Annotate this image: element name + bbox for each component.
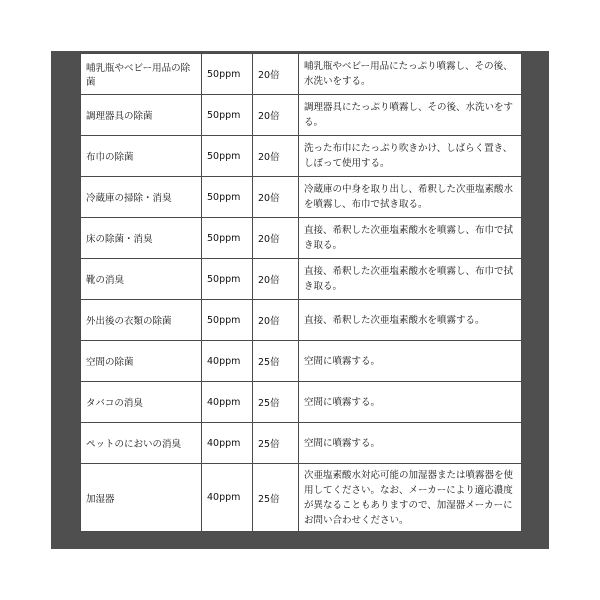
table-row xyxy=(81,95,522,136)
dilution-ratio-cell: 25倍 xyxy=(253,341,299,382)
table-row xyxy=(81,341,522,382)
dilution-ratio-cell: 20倍 xyxy=(253,95,299,136)
concentration-cell: 50ppm xyxy=(202,300,253,341)
method-cell: 空間に噴霧する。 xyxy=(299,423,522,464)
dilution-ratio-cell: 20倍 xyxy=(253,259,299,300)
method-cell: 直接、希釈した次亜塩素酸水を噴霧し、布巾で拭き取る。 xyxy=(299,259,522,300)
usage-cell: 哺乳瓶やベビー用品の除菌 xyxy=(81,54,202,95)
usage-cell: ペットのにおいの消臭 xyxy=(81,423,202,464)
method-cell: 冷蔵庫の中身を取り出し、希釈した次亜塩素酸水を噴霧し、布巾で拭き取る。 xyxy=(299,177,522,218)
method-cell: 洗った布巾にたっぷり吹きかけ、しばらく置き、しぼって使用する。 xyxy=(299,136,522,177)
usage-cell: 靴の消臭 xyxy=(81,259,202,300)
usage-cell: 調理器具の除菌 xyxy=(81,95,202,136)
method-cell: 空間に噴霧する。 xyxy=(299,341,522,382)
concentration-cell: 50ppm xyxy=(202,95,253,136)
usage-cell: タバコの消臭 xyxy=(81,382,202,423)
concentration-cell: 40ppm xyxy=(202,423,253,464)
concentration-cell: 40ppm xyxy=(202,341,253,382)
concentration-cell: 40ppm xyxy=(202,464,253,532)
table-row xyxy=(81,300,522,341)
dilution-ratio-cell: 25倍 xyxy=(253,382,299,423)
dilution-ratio-cell: 20倍 xyxy=(253,300,299,341)
usage-cell: 空間の除菌 xyxy=(81,341,202,382)
concentration-cell: 50ppm xyxy=(202,259,253,300)
table-row xyxy=(81,259,522,300)
method-cell: 直接、希釈した次亜塩素酸水を噴霧し、布巾で拭き取る。 xyxy=(299,218,522,259)
table-row xyxy=(81,218,522,259)
table-row xyxy=(81,382,522,423)
table-row xyxy=(81,177,522,218)
dilution-ratio-cell: 20倍 xyxy=(253,177,299,218)
table-row xyxy=(81,423,522,464)
usage-cell: 冷蔵庫の掃除・消臭 xyxy=(81,177,202,218)
usage-cell: 床の除菌・消臭 xyxy=(81,218,202,259)
concentration-cell: 50ppm xyxy=(202,177,253,218)
table-row xyxy=(81,136,522,177)
usage-cell: 加湿器 xyxy=(81,464,202,532)
method-cell: 直接、希釈した次亜塩素酸水を噴霧する。 xyxy=(299,300,522,341)
dilution-ratio-cell: 20倍 xyxy=(253,54,299,95)
method-cell: 調理器具にたっぷり噴霧し、その後、水洗いをする。 xyxy=(299,95,522,136)
method-cell: 次亜塩素酸水対応可能の加湿器または噴霧器を使用してください。なお、メーカーにより適応濃度が異なることもありますので、加湿器メーカーにお問い合わせください。 xyxy=(299,464,522,532)
table-row xyxy=(81,54,522,95)
method-cell: 哺乳瓶やベビー用品にたっぷり噴霧し、その後、水洗いをする。 xyxy=(299,54,522,95)
usage-cell: 布巾の除菌 xyxy=(81,136,202,177)
dilution-ratio-cell: 25倍 xyxy=(253,423,299,464)
concentration-cell: 50ppm xyxy=(202,54,253,95)
table-row xyxy=(81,464,522,532)
method-cell: 空間に噴霧する。 xyxy=(299,382,522,423)
dilution-usage-table xyxy=(80,53,522,532)
concentration-cell: 40ppm xyxy=(202,382,253,423)
concentration-cell: 50ppm xyxy=(202,136,253,177)
usage-cell: 外出後の衣類の除菌 xyxy=(81,300,202,341)
dilution-ratio-cell: 20倍 xyxy=(253,218,299,259)
concentration-cell: 50ppm xyxy=(202,218,253,259)
dilution-ratio-cell: 20倍 xyxy=(253,136,299,177)
dilution-ratio-cell: 25倍 xyxy=(253,464,299,532)
